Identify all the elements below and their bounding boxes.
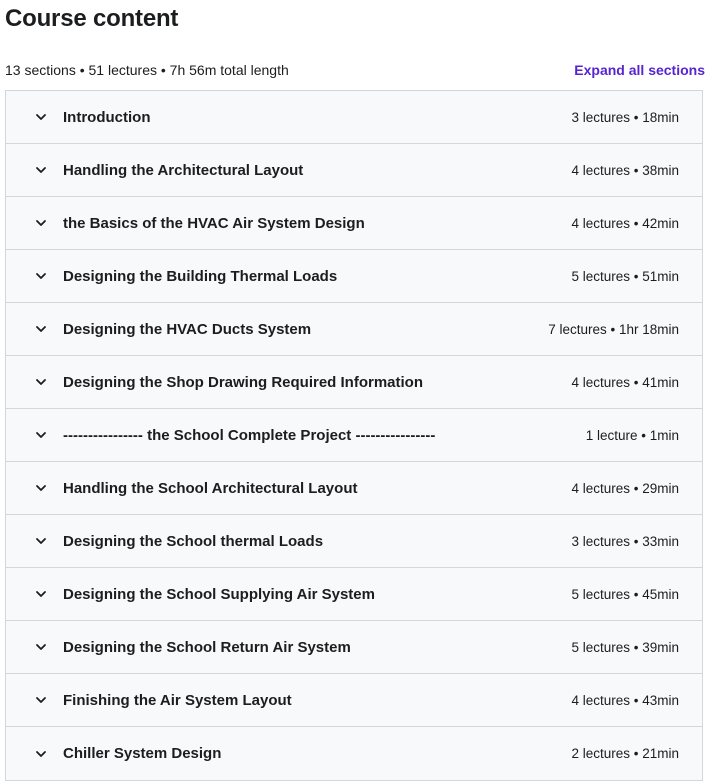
section-meta: 4 lectures • 41min xyxy=(571,374,679,390)
section-item[interactable] xyxy=(6,462,702,515)
chevron-down-icon xyxy=(34,747,48,761)
chevron-down-icon xyxy=(34,481,48,495)
chevron-down-icon xyxy=(34,216,48,230)
chevron-down-icon xyxy=(34,322,48,336)
section-meta: 1 lecture • 1min xyxy=(585,427,679,443)
section-meta: 4 lectures • 42min xyxy=(571,215,679,231)
section-item[interactable] xyxy=(6,144,702,197)
page-title: Course content xyxy=(5,5,179,32)
section-title: the Basics of the HVAC Air System Design xyxy=(63,214,365,232)
section-meta: 4 lectures • 43min xyxy=(571,692,679,708)
chevron-down-icon xyxy=(34,534,48,548)
section-meta: 3 lectures • 33min xyxy=(571,533,679,549)
expand-all-sections-button[interactable]: Expand all sections xyxy=(574,62,705,78)
section-item[interactable] xyxy=(6,303,702,356)
section-title: Designing the Shop Drawing Required Information xyxy=(63,373,424,391)
section-item[interactable] xyxy=(6,621,702,674)
section-item[interactable] xyxy=(6,250,702,303)
section-meta: 3 lectures • 18min xyxy=(571,109,679,125)
chevron-down-icon xyxy=(34,269,48,283)
chevron-down-icon xyxy=(34,587,48,601)
section-title: Designing the Building Thermal Loads xyxy=(63,267,338,285)
section-meta: 4 lectures • 29min xyxy=(571,480,679,496)
section-title: Finishing the Air System Layout xyxy=(63,691,292,709)
section-meta: 5 lectures • 45min xyxy=(571,586,679,602)
section-title: ---------------- the School Complete Project ---------------- xyxy=(63,426,436,444)
section-item[interactable] xyxy=(6,356,702,409)
section-meta: 2 lectures • 21min xyxy=(571,746,679,761)
section-title: Designing the School Supplying Air System xyxy=(63,585,375,603)
section-title: Designing the School thermal Loads xyxy=(63,532,324,550)
section-item[interactable] xyxy=(6,197,702,250)
section-item[interactable] xyxy=(6,515,702,568)
section-meta: 5 lectures • 51min xyxy=(571,268,679,284)
chevron-down-icon xyxy=(34,163,48,177)
chevron-down-icon xyxy=(34,375,48,389)
section-title: Designing the HVAC Ducts System xyxy=(63,320,312,338)
sections-accordion xyxy=(5,90,703,781)
section-item[interactable] xyxy=(6,674,702,727)
section-item[interactable] xyxy=(6,91,702,144)
chevron-down-icon xyxy=(34,693,48,707)
section-title: Handling the School Architectural Layout xyxy=(63,479,358,497)
section-item[interactable] xyxy=(6,727,702,780)
section-item[interactable] xyxy=(6,568,702,621)
chevron-down-icon xyxy=(34,110,48,124)
section-title: Designing the School Return Air System xyxy=(63,638,351,656)
course-summary: 13 sections • 51 lectures • 7h 56m total length xyxy=(5,62,289,78)
chevron-down-icon xyxy=(34,640,48,654)
course-summary-bar xyxy=(5,59,705,81)
section-meta: 7 lectures • 1hr 18min xyxy=(548,321,679,337)
section-title: Introduction xyxy=(63,108,151,126)
section-title: Chiller System Design xyxy=(63,745,222,762)
chevron-down-icon xyxy=(34,428,48,442)
section-meta: 5 lectures • 39min xyxy=(571,639,679,655)
section-item[interactable] xyxy=(6,409,702,462)
section-meta: 4 lectures • 38min xyxy=(571,162,679,178)
section-title: Handling the Architectural Layout xyxy=(63,161,304,179)
